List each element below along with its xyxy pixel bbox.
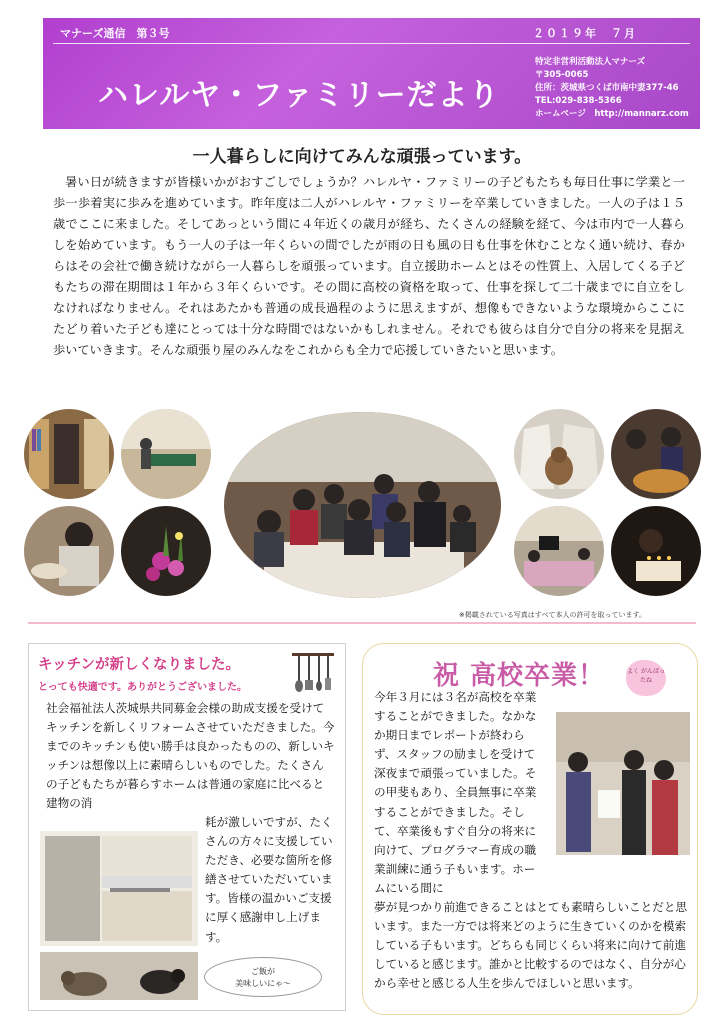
- graduation-text-main: 今年３月には３名が高校を卒業することができました。なかなか期日までレポートが終わらず、スタッフの励ましを受けて深夜まで頑張っていました。その甲斐もあり、全員無事に卒業することができました。そして、卒業後もすぐ自分の将来に向けて、プログラマー育成の職業訓練に通う子もいます。ホームにいる間に: [374, 690, 537, 895]
- photo-table-tennis: [121, 409, 211, 499]
- photo-flowers: [121, 506, 211, 596]
- bubble-line-2: 美味しいにゃ～: [235, 979, 291, 988]
- org-name: 特定非営利活動法人マナーズ: [535, 57, 646, 67]
- badge-text: よく がんばったね: [627, 668, 665, 684]
- kitchen-text-main: 社会福祉法人茨城県共同募金会様の助成支援を受けてキッチンを新しくリフォームさせていただきました。今までのキッチンも使い勝手は良かったものの、新しいキッチンは想像以上に素晴らしいものでした。たくさんの子どもたちが暮らすホームは普通の家庭に比べると建物の消: [46, 701, 335, 811]
- kitchen-text-cont: 耗が激しいですが、たくさんの方々に支援していただき、必要な箇所を修繕させていただいています。皆様の温かいご支援に厚く感謝申し上げます。: [205, 815, 333, 944]
- photo-new-kitchen: [40, 831, 198, 946]
- org-postal: 〒305-0065: [535, 70, 589, 80]
- header-rule: [53, 43, 690, 44]
- cat-speech-bubble: [204, 957, 322, 997]
- org-tel: TEL:029-838-5366: [535, 96, 622, 106]
- section-divider: [28, 622, 696, 624]
- kitchen-subtitle: とっても快適です。ありがとうございました。: [38, 682, 247, 693]
- utensils-icon: [292, 651, 334, 695]
- photo-group: [224, 412, 501, 598]
- org-website[interactable]: ホームページ http://mannarz.com: [535, 109, 689, 119]
- intro-paragraph: 暑い日が続きますが皆様いかがおすごしでしょうか？ハレルヤ・ファミリーの子どもたちも毎日仕事に学業と一歩一歩着実に歩みを進めています。昨年度は二人がハレルヤ・ファミリーを卒業していきました。一人の子は１５歳でここに来ました。そしてあっという間に４年近くの歳月が経ち、たくさんの経験を経て、今は市内で一人暮らしを始めています。もう一人の子は一年くらいの間でしたが雨の日も風の日も仕事を休むことなく通い続け、春からはその会社で働き続けながら一人暮らしを頑張っています。自立援助ホームとはその性質上、入居してくる子どもたちの滞在期間は１年から３年くらいです。その間に高校の資格を取って、仕事を探して二十歳までに自立をしなければなりません。それはあたかも普通の成長過程のように思えますが、想像もできないような環境からここにたどり着いた子ども達にとっては十分な時間ではないかもしれません。それでも彼らは自分で自分の将来を見据え歩いていきます。そんな頑張り屋のみんなをこれからも全力で応援していきたいと思います。: [53, 175, 685, 357]
- photo-birthday-cake: [611, 506, 701, 596]
- photo-cat-bags: [514, 409, 604, 499]
- photo-bookshelf: [24, 409, 114, 499]
- photo-graduates: [556, 712, 690, 855]
- photo-cats: [40, 952, 198, 1000]
- main-headline: 一人暮らしに向けてみんな頑張っています。: [192, 147, 532, 167]
- issue-label: マナーズ通信 第３号: [60, 27, 170, 40]
- org-address: 住所：茨城県つくば市南中妻377-46: [535, 83, 679, 93]
- header-banner: [43, 18, 700, 129]
- photo-pizza: [611, 409, 701, 499]
- photo-permission-note: ※掲載されている写真はすべて本人の許可を取っています。: [458, 611, 646, 619]
- graduation-title: 祝 高校卒業！: [433, 661, 606, 691]
- photo-game: [514, 506, 604, 596]
- org-info: [535, 56, 689, 121]
- issue-date: ２０１９年 ７月: [533, 27, 637, 40]
- newsletter-title: ハレルヤ・ファミリーだより: [98, 78, 500, 113]
- kitchen-title: キッチンが新しくなりました。: [38, 657, 240, 673]
- praise-badge: [626, 660, 666, 696]
- graduation-text-cont: 夢が見つかり前進できることはとても素晴らしいことだと思います。また一方では将来どのように生きていくのかを模索している子もいます。どちらも同じくらい将来に向けて前進していると感じます。誰かと比較するのではなく、自分が心から幸せと感じる人生を歩んでほしいと思います。: [374, 900, 688, 991]
- bubble-line-1: ご飯が: [251, 967, 275, 976]
- photo-cooking: [24, 506, 114, 596]
